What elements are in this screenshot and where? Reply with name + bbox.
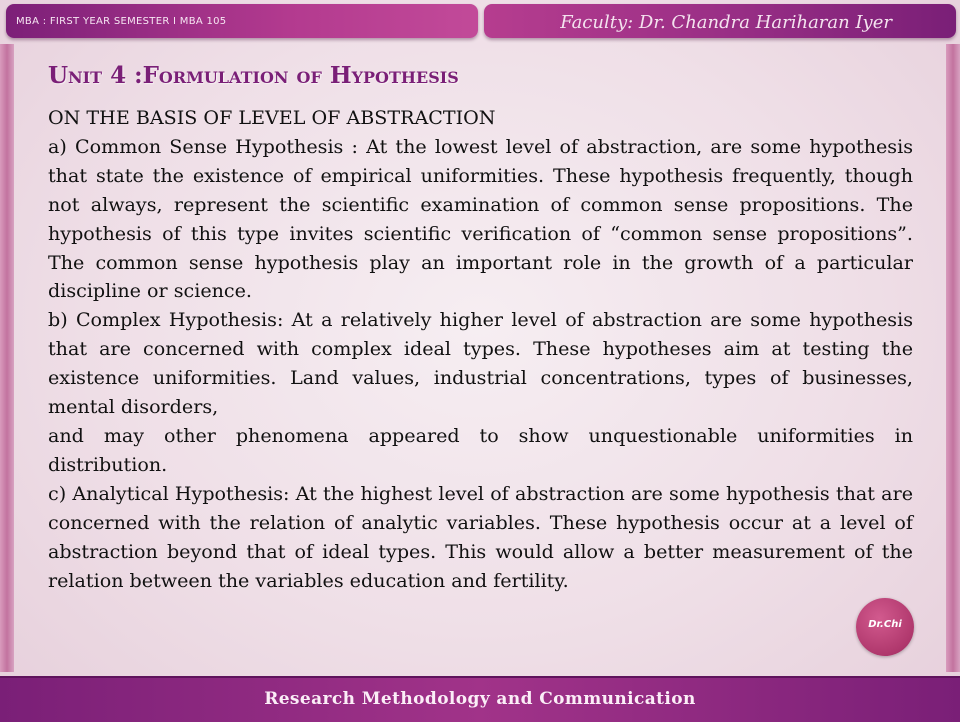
section-heading: ON THE BASIS OF LEVEL OF ABSTRACTION [48,106,496,129]
header-left-banner [6,4,478,38]
paragraph-complex-hypothesis-continued: and may other phenomena appeared to show unquestionable uniformities in distribution. [48,423,913,476]
header-right-banner [484,4,956,38]
right-decorative-bar [946,44,960,672]
badge-label: Dr.Chi [868,619,902,630]
author-badge [856,598,914,656]
slide-body [48,104,913,595]
paragraph-analytical-hypothesis: c) Analytical Hypothesis: At the highest level of abstraction are some hypothesis that are concerned with the relation of analytic variables. These hypothesis occur at a level of abstraction beyond that of ideal types. This would allow a better measurement of the relation between the variables education and fertility. [48,481,913,592]
footer-banner [0,676,960,722]
course-label: MBA : FIRST YEAR SEMESTER I MBA 105 [16,16,227,27]
slide-title: Unit 4 :Formulation of Hypothesis [48,62,459,89]
paragraph-complex-hypothesis: b) Complex Hypothesis: At a relatively higher level of abstraction are some hypothesis that are concerned with complex ideal types. These hypotheses aim at testing the existence uniformities. Land values, industrial concentrations, types of businesses, mental disorders, [48,308,913,419]
paragraph-common-sense-hypothesis: a) Common Sense Hypothesis : At the lowest level of abstraction, are some hypothesis that state the existence of empirical uniformities. These hypothesis frequently, though not always, represent the scientific examination of common sense propositions. The hypothesis of this type invites scientific verification of “common sense propositions”. The common sense hypothesis play an important role in the growth of a particular discipline or science. [48,134,913,303]
left-decorative-bar [0,44,14,672]
faculty-label: Faculty: Dr. Chandra Hariharan Iyer [560,12,892,33]
footer-title: Research Methodology and Communication [264,689,696,709]
